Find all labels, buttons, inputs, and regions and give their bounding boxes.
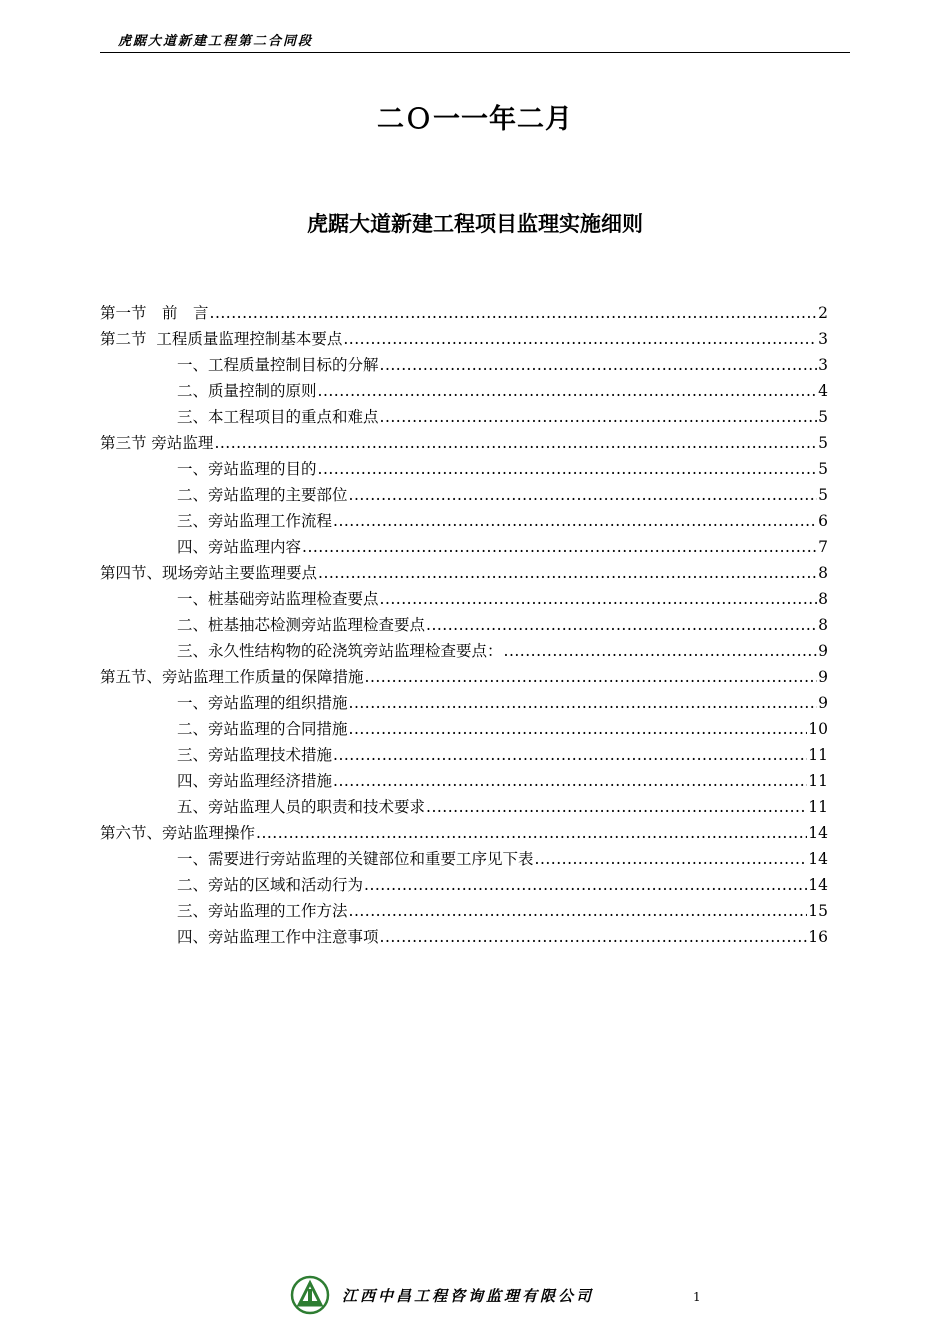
company-name: 江西中昌工程咨询监理有限公司 [342, 1286, 595, 1305]
date-title: 二Ｏ一一年二月 [377, 104, 573, 135]
toc-entry-title: 第三节 旁站监理 [100, 434, 214, 452]
toc-entry-title: 三、旁站监理的工作方法 [177, 902, 348, 920]
header-rule [100, 52, 850, 53]
toc-dot-leader [318, 456, 818, 482]
toc-entry[interactable] [100, 820, 828, 846]
toc-entry-title: 二、旁站的区域和活动行为 [177, 876, 364, 894]
toc-entry-page: 14 [808, 876, 828, 894]
toc-entry-title: 三、旁站监理工作流程 [177, 512, 333, 530]
toc-dot-leader [318, 378, 818, 404]
toc-entry-title: 三、本工程项目的重点和难点 [177, 408, 379, 426]
toc-entry[interactable] [100, 846, 828, 872]
toc-dot-leader [380, 352, 818, 378]
toc-dot-leader [380, 404, 818, 430]
toc-entry[interactable] [100, 456, 828, 482]
toc-entry[interactable] [100, 430, 828, 456]
toc-entry-page: 10 [808, 720, 828, 738]
toc-entry-page: 14 [808, 824, 828, 842]
toc-dot-leader [256, 820, 807, 846]
toc-entry-page: 11 [808, 746, 828, 764]
toc-dot-leader [504, 638, 818, 664]
toc-dot-leader [214, 430, 817, 456]
toc-entry-title: 二、旁站监理的合同措施 [177, 720, 348, 738]
toc-entry[interactable] [100, 534, 828, 560]
toc-entry-title: 四、旁站监理工作中注意事项 [177, 928, 379, 946]
toc-entry-page: 6 [818, 512, 828, 530]
toc-entry-title: 第四节、现场旁站主要监理要点 [100, 564, 318, 582]
toc-entry-page: 9 [818, 668, 828, 686]
toc-dot-leader [426, 794, 807, 820]
toc-entry-page: 9 [818, 694, 828, 712]
toc-entry-title: 三、旁站监理技术措施 [177, 746, 333, 764]
toc-entry[interactable] [100, 690, 828, 716]
toc-entry[interactable] [100, 612, 828, 638]
toc-entry-page: 3 [818, 356, 828, 374]
toc-entry-title: 二、质量控制的原则 [177, 382, 317, 400]
toc-entry-page: 9 [818, 642, 828, 660]
toc-entry[interactable] [100, 326, 828, 352]
document-title: 虎踞大道新建工程项目监理实施细则 [307, 211, 643, 236]
toc-entry[interactable] [100, 742, 828, 768]
toc-entry-title: 五、旁站监理人员的职责和技术要求 [177, 798, 426, 816]
toc-entry[interactable] [100, 794, 828, 820]
toc-entry[interactable] [100, 300, 828, 326]
toc-dot-leader [349, 482, 818, 508]
toc-entry-title: 三、永久性结构物的砼浇筑旁站监理检查要点： [177, 642, 503, 660]
toc-dot-leader [426, 612, 817, 638]
toc-dot-leader [364, 872, 807, 898]
toc-dot-leader [349, 690, 818, 716]
company-logo-icon [290, 1275, 330, 1315]
toc-dot-leader [318, 560, 817, 586]
toc-entry[interactable] [100, 482, 828, 508]
toc-entry-page: 4 [818, 382, 828, 400]
toc-dot-leader [380, 586, 818, 612]
toc-entry-page: 8 [818, 564, 828, 582]
toc-entry-title: 第二节 工程质量监理控制基本要点 [100, 330, 343, 348]
toc-entry-title: 四、旁站监理内容 [177, 538, 302, 556]
toc-dot-leader [535, 846, 808, 872]
page-number: 1 [693, 1290, 701, 1304]
toc-entry-page: 5 [818, 434, 828, 452]
toc-entry[interactable] [100, 716, 828, 742]
toc-entry-page: 5 [818, 460, 828, 478]
toc-dot-leader [333, 508, 817, 534]
toc-dot-leader [380, 924, 808, 950]
toc-entry[interactable] [100, 508, 828, 534]
toc-entry-title: 第六节、旁站监理操作 [100, 824, 256, 842]
toc-entry[interactable] [100, 586, 828, 612]
toc-dot-leader [349, 716, 808, 742]
toc-entry-page: 7 [818, 538, 828, 556]
toc-entry-page: 16 [808, 928, 828, 946]
toc-entry-title: 一、桩基础旁站监理检查要点 [177, 590, 379, 608]
toc-entry-page: 15 [808, 902, 828, 920]
toc-entry[interactable] [100, 352, 828, 378]
toc-entry-page: 8 [818, 590, 828, 608]
toc-entry-title: 一、工程质量控制目标的分解 [177, 356, 379, 374]
toc-entry-title: 一、需要进行旁站监理的关键部位和重要工序见下表 [177, 850, 534, 868]
toc-entry-page: 14 [808, 850, 828, 868]
toc-dot-leader [302, 534, 817, 560]
toc-entry[interactable] [100, 768, 828, 794]
toc-entry-title: 第一节 前 言 [100, 304, 209, 322]
running-header: 虎踞大道新建工程第二合同段 [118, 34, 314, 49]
toc-dot-leader [333, 768, 807, 794]
toc-entry-page: 11 [808, 798, 828, 816]
toc-entry[interactable] [100, 664, 828, 690]
toc-entry-page: 5 [818, 486, 828, 504]
toc-entry[interactable] [100, 898, 828, 924]
toc-entry[interactable] [100, 872, 828, 898]
toc-entry[interactable] [100, 560, 828, 586]
toc-dot-leader [343, 326, 817, 352]
toc-entry-page: 5 [818, 408, 828, 426]
footer [290, 1274, 594, 1316]
toc-entry-title: 一、旁站监理的目的 [177, 460, 317, 478]
toc-entry-page: 8 [818, 616, 828, 634]
toc-entry[interactable] [100, 404, 828, 430]
toc-entry-page: 3 [818, 330, 828, 348]
toc-entry-title: 第五节、旁站监理工作质量的保障措施 [100, 668, 364, 686]
toc-entry-title: 四、旁站监理经济措施 [177, 772, 333, 790]
toc-entry-page: 11 [808, 772, 828, 790]
toc-entry[interactable] [100, 924, 828, 950]
toc-entry-page: 2 [818, 304, 828, 322]
table-of-contents [100, 300, 828, 950]
toc-entry[interactable] [100, 638, 828, 664]
toc-dot-leader [333, 742, 807, 768]
toc-entry-title: 二、旁站监理的主要部位 [177, 486, 348, 504]
toc-dot-leader [349, 898, 808, 924]
toc-entry-title: 二、桩基抽芯检测旁站监理检查要点 [177, 616, 426, 634]
toc-dot-leader [210, 300, 818, 326]
toc-dot-leader [365, 664, 818, 690]
toc-entry-title: 一、旁站监理的组织措施 [177, 694, 348, 712]
toc-entry[interactable] [100, 378, 828, 404]
